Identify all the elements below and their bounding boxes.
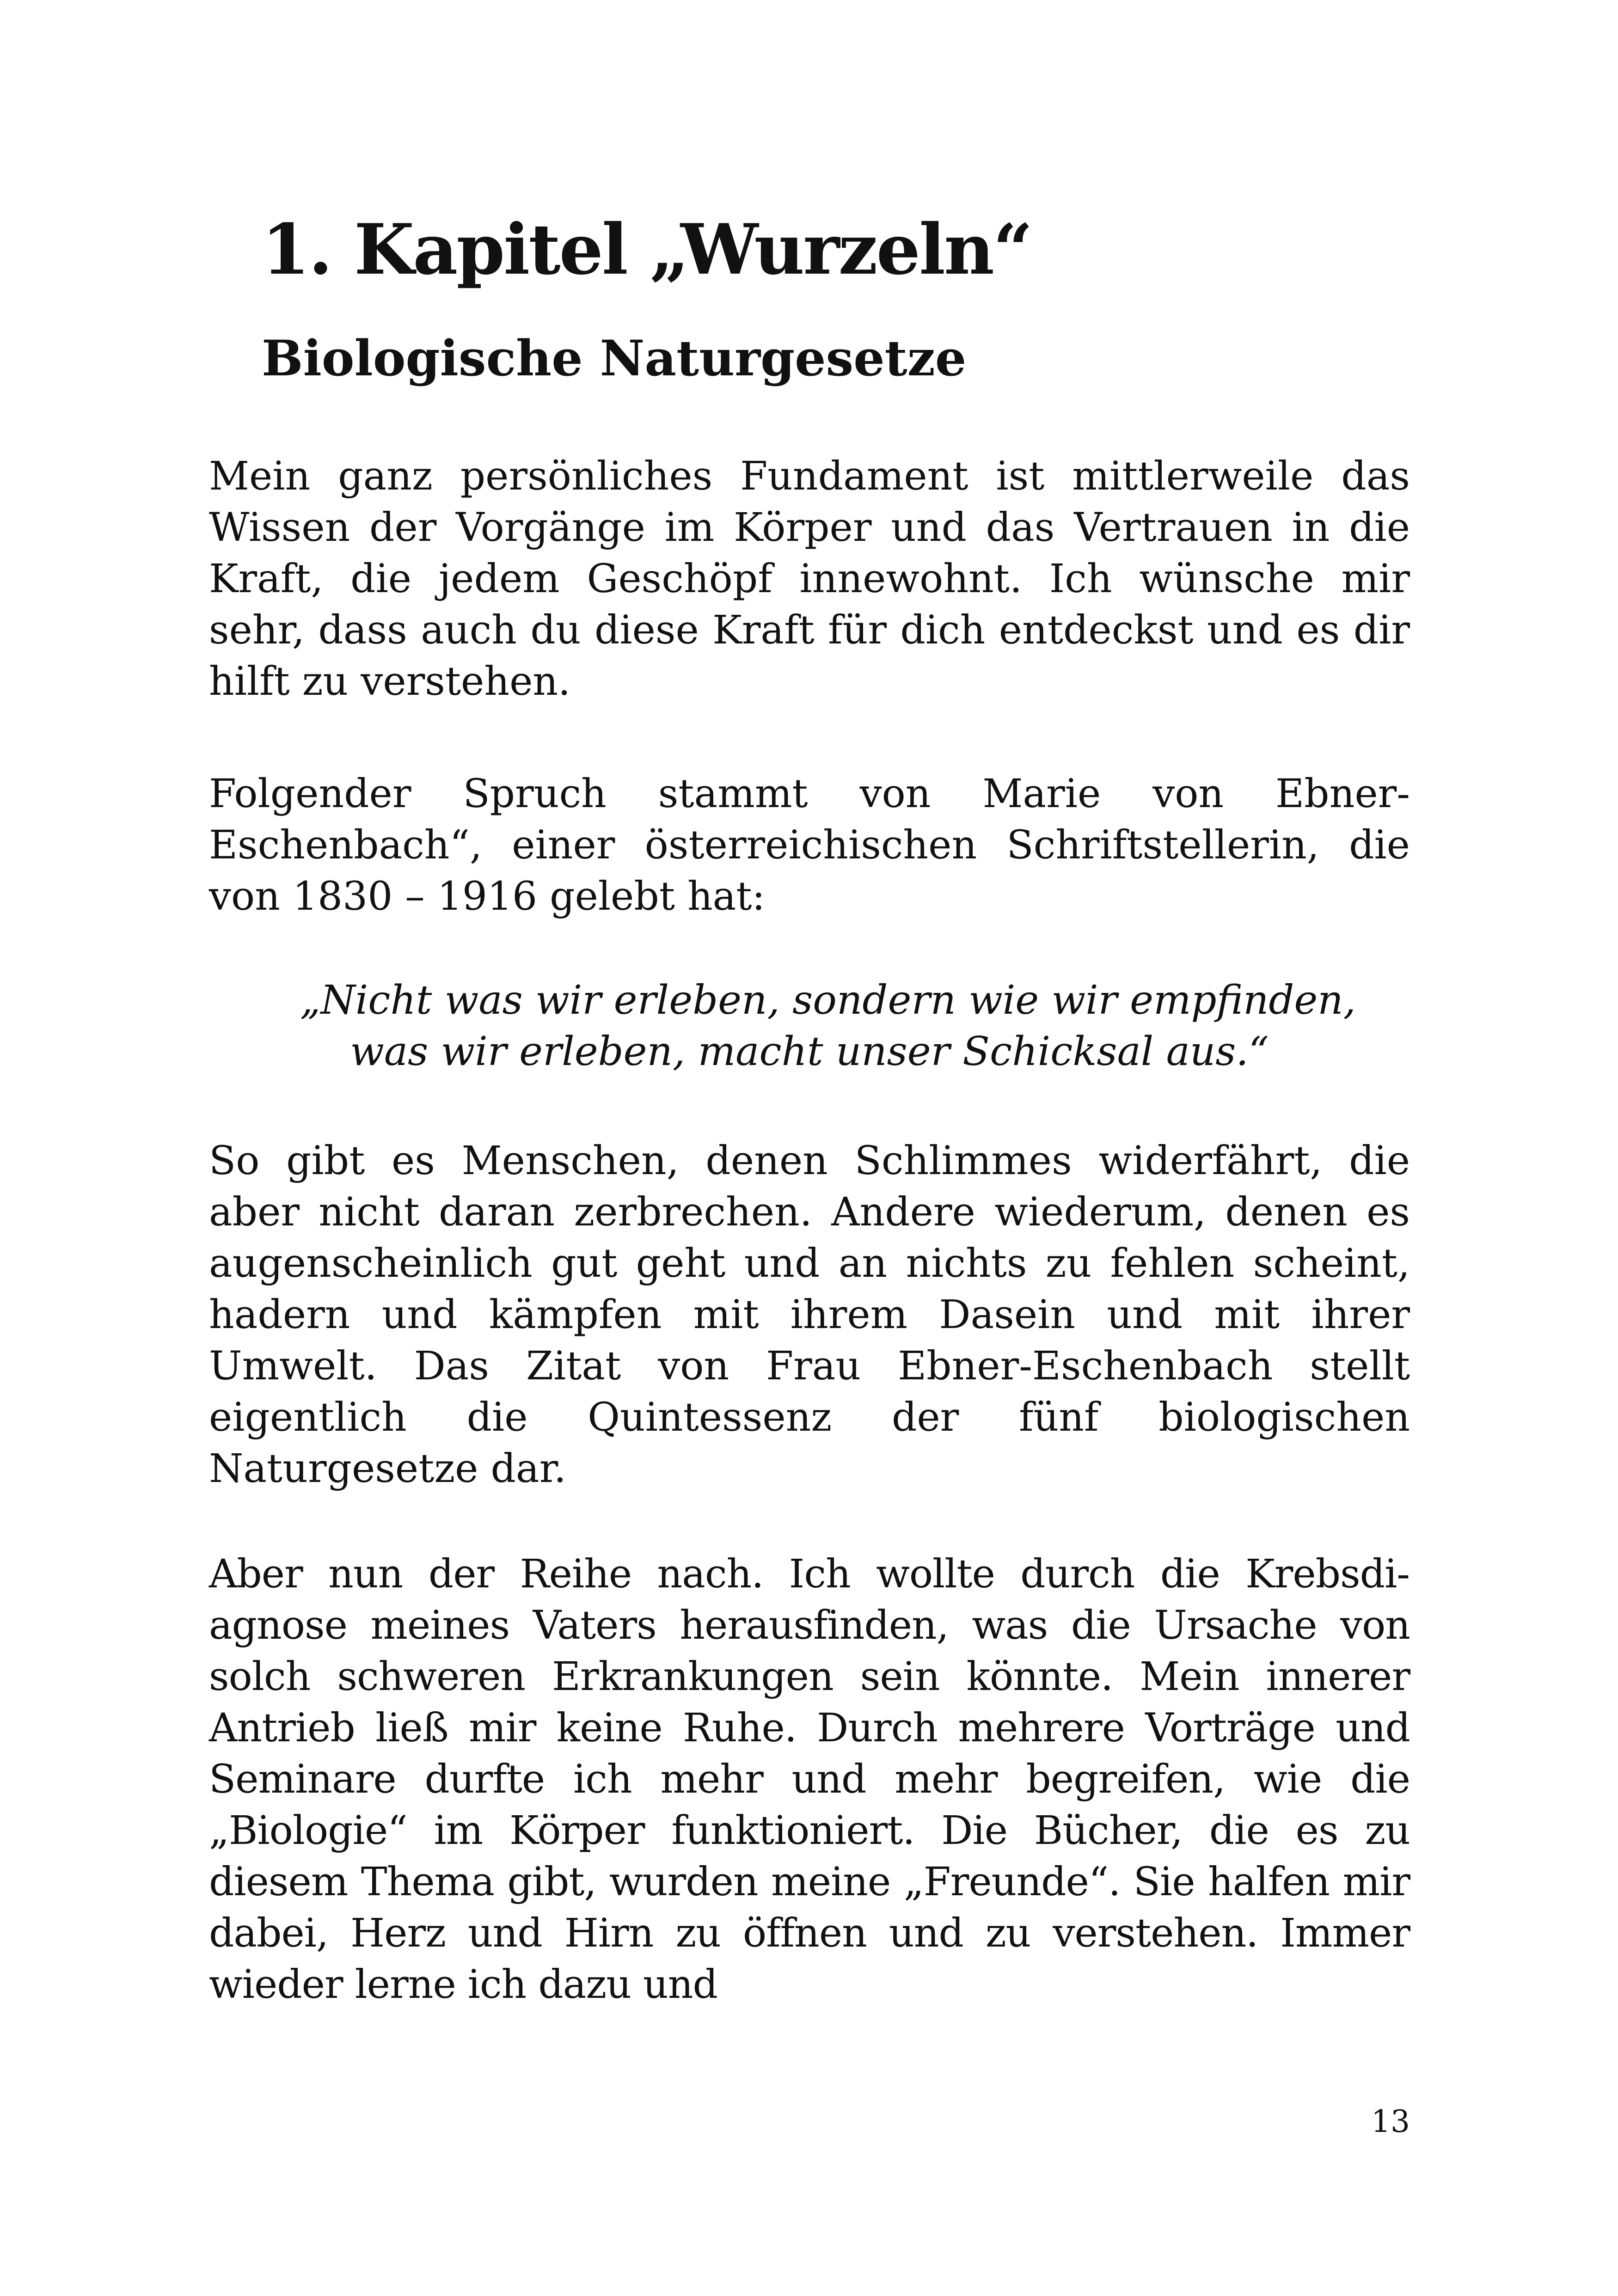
- chapter-title: 1. Kapitel „Wurzeln“: [262, 209, 1032, 290]
- paragraph-intro: Mein ganz persönliches Fundament ist mittlerweile das Wissen der Vorgänge im Körper und das Vertrauen in die Kraft, die jedem Geschöpf innewohnt. Ich wünsche mir sehr, dass auch du diese Kraft für dich entdeckst und es dir hilft zu verstehen.: [209, 453, 1410, 704]
- paragraph-quote-intro: Folgender Spruch stammt von Marie von Ebner-Eschenbach“, einer österreichischen Schriftstellerin, die von 1830 – 1916 gelebt hat:: [209, 771, 1410, 919]
- section-title: Biologische Naturgesetze: [262, 329, 967, 387]
- quote: [209, 975, 1410, 1078]
- paragraph-people: So gibt es Menschen, denen Schlimmes widerfährt, die aber nicht daran zerbrechen. Andere wiederum, denen es augenscheinlich gut geht und an nichts zu fehlen scheint, hadern und kämpfen mit ihrem Dasein und mit ihrer Umwelt. Das Zitat von Frau Ebner-Eschenbach stellt eigentlich die Quintessenz der fünf biologischen Naturgesetze dar.: [209, 1138, 1410, 1492]
- quote-line-2: was wir erleben, macht unser Schicksal aus.“: [350, 1029, 1269, 1075]
- paragraph-journey: Aber nun der Reihe nach. Ich wollte durch die Krebsdiagnose meines Vaters herausfinden, was die Ursache von solch schweren Erkrankungen sein könnte. Mein innerer Antrieb ließ mir keine Ruhe. Durch mehrere Vorträge und Seminare durfte ich mehr und mehr begreifen, wie die „Biologie“ im Körper funktioniert. Die Bücher, die es zu diesem Thema gibt, wurden meine „Freunde“. Sie halfen mir dabei, Herz und Hirn zu öffnen und zu verstehen. Immer wieder lerne ich dazu und: [209, 1551, 1410, 2008]
- quote-line-1: „Nicht was wir erleben, sondern wie wir empfinden,: [300, 977, 1356, 1023]
- page-number: 13: [1371, 2104, 1410, 2139]
